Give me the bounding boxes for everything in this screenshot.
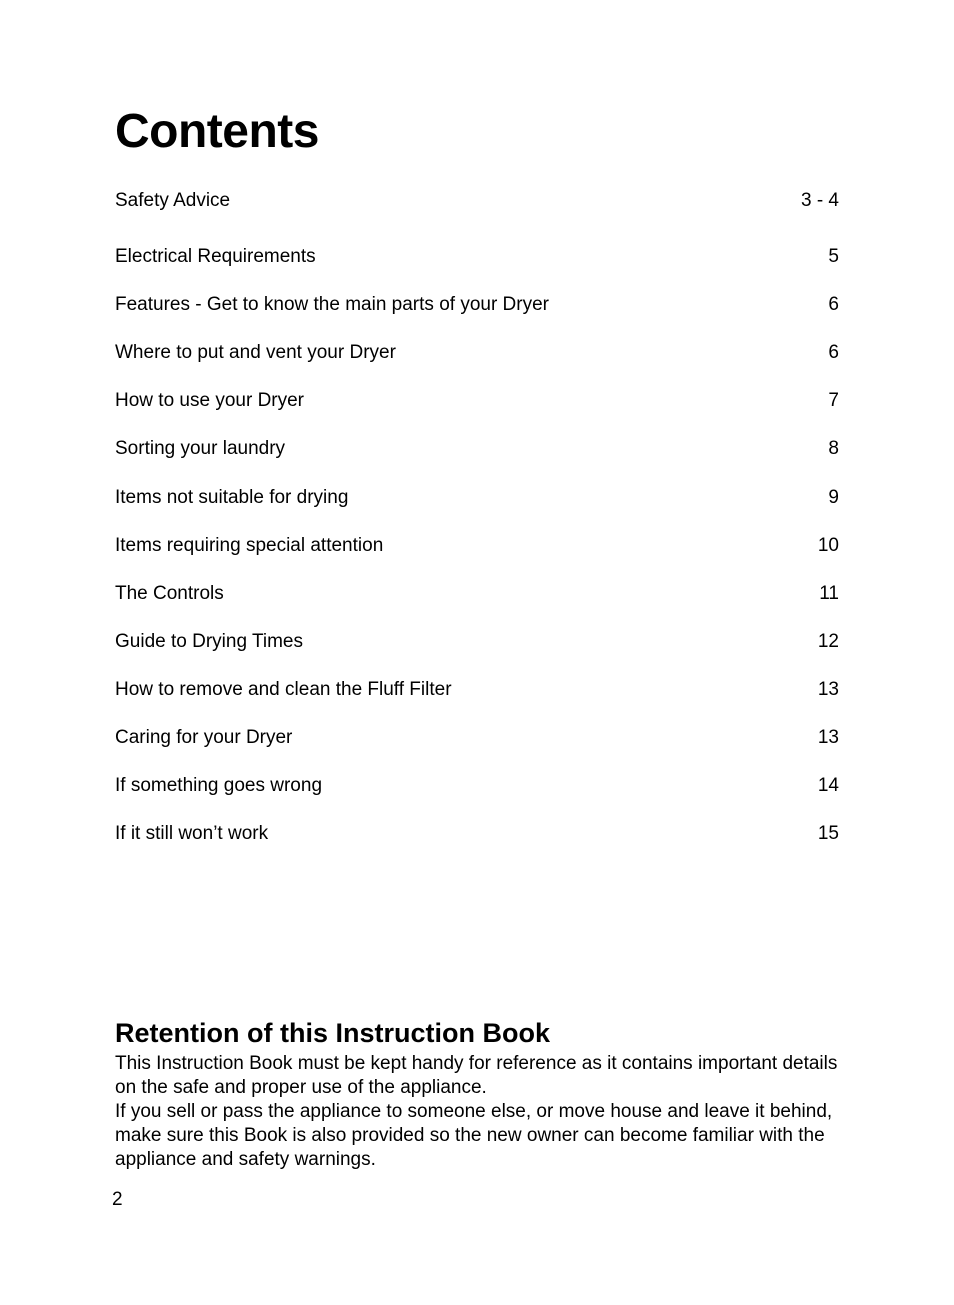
- toc-entry-title: Where to put and vent your Dryer: [115, 342, 396, 364]
- toc-entry-caring: [115, 714, 839, 762]
- toc-entry-title: Features - Get to know the main parts of your Dryer: [115, 294, 550, 316]
- toc-entry-page: 5: [828, 246, 839, 268]
- toc-entry-title: Sorting your laundry: [115, 438, 286, 460]
- toc-entry-how-to-use: [115, 377, 839, 425]
- toc-entry-title: Items requiring special attention: [115, 534, 384, 556]
- toc-entry-page: 8: [828, 438, 839, 460]
- toc-entry-page: 9: [828, 486, 839, 508]
- toc-entry-title: If it still won’t work: [115, 823, 269, 845]
- toc-entry-page: 13: [817, 678, 839, 700]
- toc-entry-fluff-filter: [115, 666, 839, 714]
- toc-entry-drying-times: [115, 618, 839, 666]
- toc-entry-title: The Controls: [115, 582, 224, 604]
- toc-entry-safety-advice: [115, 185, 839, 233]
- toc-entry-page: 6: [828, 294, 839, 316]
- toc-entry-page: 6: [828, 342, 839, 364]
- toc-entry-items-special-attention: [115, 522, 839, 570]
- toc-entry-title: Items not suitable for drying: [115, 486, 349, 508]
- page-title: Contents: [115, 105, 319, 158]
- toc-entry-page: 10: [817, 534, 839, 556]
- toc-entry-page: 13: [817, 726, 839, 748]
- toc-entry-page: 15: [817, 823, 839, 845]
- toc-entry-title: Electrical Requirements: [115, 246, 316, 268]
- retention-body: [115, 1052, 845, 1172]
- table-of-contents: [115, 185, 839, 858]
- toc-entry-where-to-put: [115, 329, 839, 377]
- toc-entry-title: Guide to Drying Times: [115, 630, 303, 652]
- toc-entry-page: 11: [819, 582, 839, 604]
- toc-entry-title: How to use your Dryer: [115, 390, 305, 412]
- toc-entry-electrical-requirements: [115, 233, 839, 281]
- toc-entry-title: If something goes wrong: [115, 775, 323, 797]
- toc-entry-items-not-suitable: [115, 473, 839, 521]
- toc-entry-page: 12: [817, 630, 839, 652]
- toc-entry-page: 3 - 4: [800, 190, 839, 211]
- toc-entry-title: Caring for your Dryer: [115, 726, 293, 748]
- retention-paragraph: This Instruction Book must be kept handy for reference as it contains important details on the safe and proper use of the appliance.: [115, 1053, 838, 1098]
- toc-entry-features: [115, 281, 839, 329]
- page-number: 2: [112, 1189, 123, 1210]
- toc-entry-something-wrong: [115, 762, 839, 810]
- retention-paragraph: If you sell or pass the appliance to someone else, or move house and leave it behind, make sure this Book is also provided so the new owner can become familiar with the appliance and safety warnings.: [115, 1101, 833, 1170]
- toc-entry-still-wont-work: [115, 810, 839, 858]
- toc-entry-title: Safety Advice: [115, 190, 231, 211]
- toc-entry-controls: [115, 570, 839, 618]
- toc-entry-page: 7: [828, 390, 839, 412]
- retention-heading: Retention of this Instruction Book: [115, 1018, 550, 1048]
- toc-entry-sorting-laundry: [115, 425, 839, 473]
- toc-entry-page: 14: [817, 775, 839, 797]
- toc-entry-title: How to remove and clean the Fluff Filter: [115, 678, 452, 700]
